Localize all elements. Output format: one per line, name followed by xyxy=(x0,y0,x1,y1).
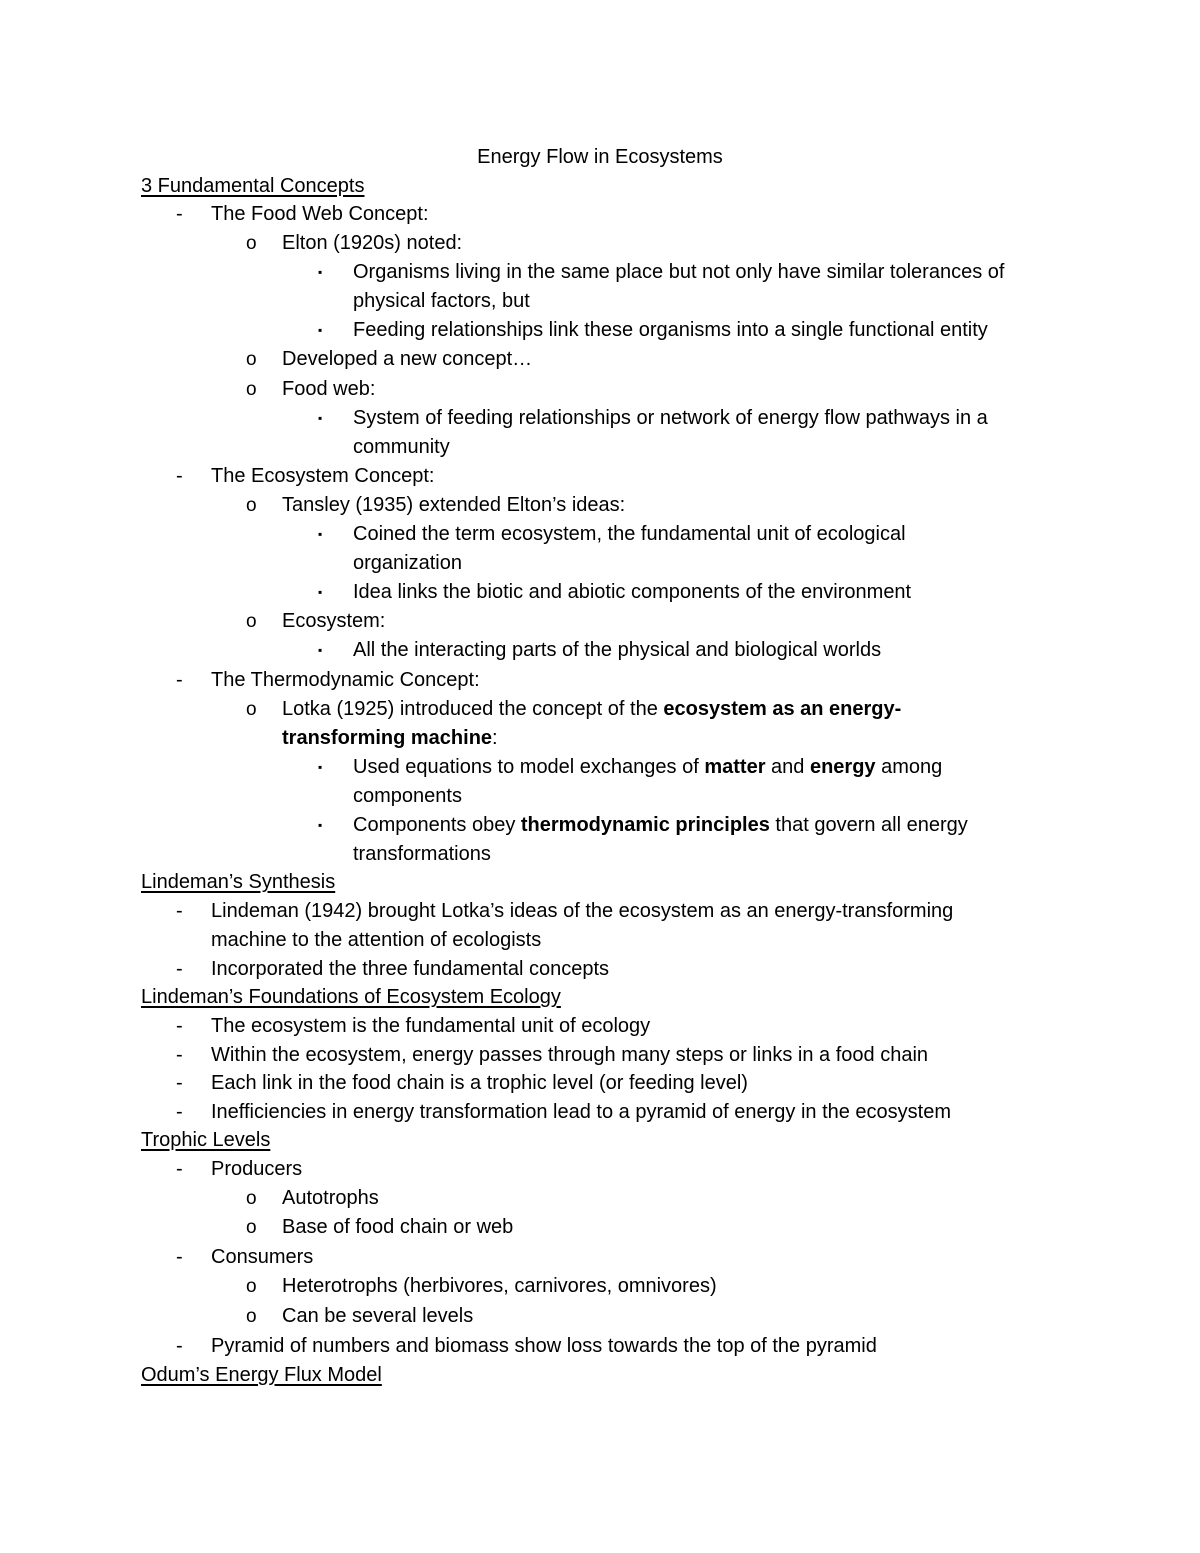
square-bullet: ▪ xyxy=(318,585,323,599)
dash-bullet: - xyxy=(176,1015,183,1037)
dash-bullet: - xyxy=(176,1246,183,1268)
components-point-cont: transformations xyxy=(353,843,491,865)
square-bullet: ▪ xyxy=(318,818,323,832)
circle-bullet: o xyxy=(246,495,257,516)
components-text: Components obey xyxy=(353,814,521,836)
and-text: and xyxy=(765,756,810,778)
heading-lindemans-synthesis: Lindeman’s Synthesis xyxy=(141,871,336,893)
thermo-principles-bold: thermodynamic principles xyxy=(520,814,770,836)
foundation-item-2: Within the ecosystem, energy passes through many steps or links in a food chain xyxy=(211,1044,929,1066)
incorporated-item: Incorporated the three fundamental concepts xyxy=(211,958,610,980)
dash-bullet: - xyxy=(176,958,183,980)
page-title: Energy Flow in Ecosystems xyxy=(477,146,723,168)
square-bullet: ▪ xyxy=(318,323,323,337)
elton-point-2: Feeding relationships link these organisms into a single functional entity xyxy=(353,319,988,341)
components-point xyxy=(353,811,968,840)
heading-odums-model: Odum’s Energy Flux Model xyxy=(141,1364,382,1386)
circle-bullet: o xyxy=(246,233,257,254)
developed-item: Developed a new concept… xyxy=(282,348,533,370)
circle-bullet: o xyxy=(246,699,257,720)
consumers-item: Consumers xyxy=(211,1246,314,1268)
thermodynamic-concept-item: The Thermodynamic Concept: xyxy=(211,669,480,691)
square-bullet: ▪ xyxy=(318,527,323,541)
food-web-definition-cont: community xyxy=(353,436,450,458)
coined-term-point: Coined the term ecosystem, the fundamental unit of ecological xyxy=(353,523,906,545)
autotrophs-item: Autotrophs xyxy=(282,1187,379,1209)
dash-bullet: - xyxy=(176,1072,183,1094)
dash-bullet: - xyxy=(176,203,183,225)
lotka-bold-text: ecosystem as an energy- xyxy=(663,698,902,720)
lindeman-1942-item-cont: machine to the attention of ecologists xyxy=(211,929,542,951)
square-bullet: ▪ xyxy=(318,760,323,774)
ecosystem-concept-item: The Ecosystem Concept: xyxy=(211,465,435,487)
equations-point-cont: components xyxy=(353,785,462,807)
food-web-concept-item: The Food Web Concept: xyxy=(211,203,429,225)
elton-item: Elton (1920s) noted: xyxy=(282,232,463,254)
equations-point xyxy=(353,753,942,782)
dash-bullet: - xyxy=(176,900,183,922)
producers-item: Producers xyxy=(211,1158,303,1180)
matter-bold: matter xyxy=(704,756,766,778)
square-bullet: ▪ xyxy=(318,643,323,657)
circle-bullet: o xyxy=(246,1217,257,1238)
several-levels-item: Can be several levels xyxy=(282,1305,474,1327)
square-bullet: ▪ xyxy=(318,265,323,279)
tansley-item: Tansley (1935) extended Elton’s ideas: xyxy=(282,494,626,516)
lindeman-1942-item: Lindeman (1942) brought Lotka’s ideas of the ecosystem as an energy-transforming xyxy=(211,900,954,922)
circle-bullet: o xyxy=(246,1188,257,1209)
elton-point-1: Organisms living in the same place but not only have similar tolerances of xyxy=(353,261,1005,283)
lotka-item xyxy=(282,695,901,724)
food-web-def-item: Food web: xyxy=(282,378,376,400)
circle-bullet: o xyxy=(246,379,257,400)
coined-term-point-cont: organization xyxy=(353,552,462,574)
among-text: among xyxy=(875,756,943,778)
ecosystem-def-item: Ecosystem: xyxy=(282,610,386,632)
lotka-colon: : xyxy=(492,727,498,749)
dash-bullet: - xyxy=(176,1158,183,1180)
dash-bullet: - xyxy=(176,1101,183,1123)
foundation-item-1: The ecosystem is the fundamental unit of ecology xyxy=(211,1015,651,1037)
lotka-item-cont xyxy=(282,724,498,753)
circle-bullet: o xyxy=(246,1306,257,1327)
heading-trophic-levels: Trophic Levels xyxy=(141,1129,271,1151)
circle-bullet: o xyxy=(246,1276,257,1297)
equations-text: Used equations to model exchanges of xyxy=(353,756,705,778)
foundation-item-4: Inefficiencies in energy transformation lead to a pyramid of energy in the ecosystem xyxy=(211,1101,952,1123)
dash-bullet: - xyxy=(176,465,183,487)
govern-text: that govern all energy xyxy=(769,814,968,836)
circle-bullet: o xyxy=(246,349,257,370)
ecosystem-definition: All the interacting parts of the physical and biological worlds xyxy=(353,639,882,661)
dash-bullet: - xyxy=(176,669,183,691)
energy-bold: energy xyxy=(809,756,876,778)
dash-bullet: - xyxy=(176,1044,183,1066)
base-food-chain-item: Base of food chain or web xyxy=(282,1216,514,1238)
elton-point-1-cont: physical factors, but xyxy=(353,290,530,312)
circle-bullet: o xyxy=(246,611,257,632)
heterotrophs-item: Heterotrophs (herbivores, carnivores, omnivores) xyxy=(282,1275,717,1297)
square-bullet: ▪ xyxy=(318,411,323,425)
heading-lindemans-foundations: Lindeman’s Foundations of Ecosystem Ecology xyxy=(141,986,561,1008)
foundation-item-3: Each link in the food chain is a trophic level (or feeding level) xyxy=(211,1072,748,1094)
heading-fundamental-concepts: 3 Fundamental Concepts xyxy=(141,175,365,197)
lotka-text: Lotka (1925) introduced the concept of the xyxy=(282,698,664,720)
idea-links-point: Idea links the biotic and abiotic components of the environment xyxy=(353,581,912,603)
food-web-definition: System of feeding relationships or network of energy flow pathways in a xyxy=(353,407,988,429)
lotka-bold-text-cont: transforming machine xyxy=(282,727,493,749)
dash-bullet: - xyxy=(176,1335,183,1357)
pyramid-item: Pyramid of numbers and biomass show loss towards the top of the pyramid xyxy=(211,1335,877,1357)
